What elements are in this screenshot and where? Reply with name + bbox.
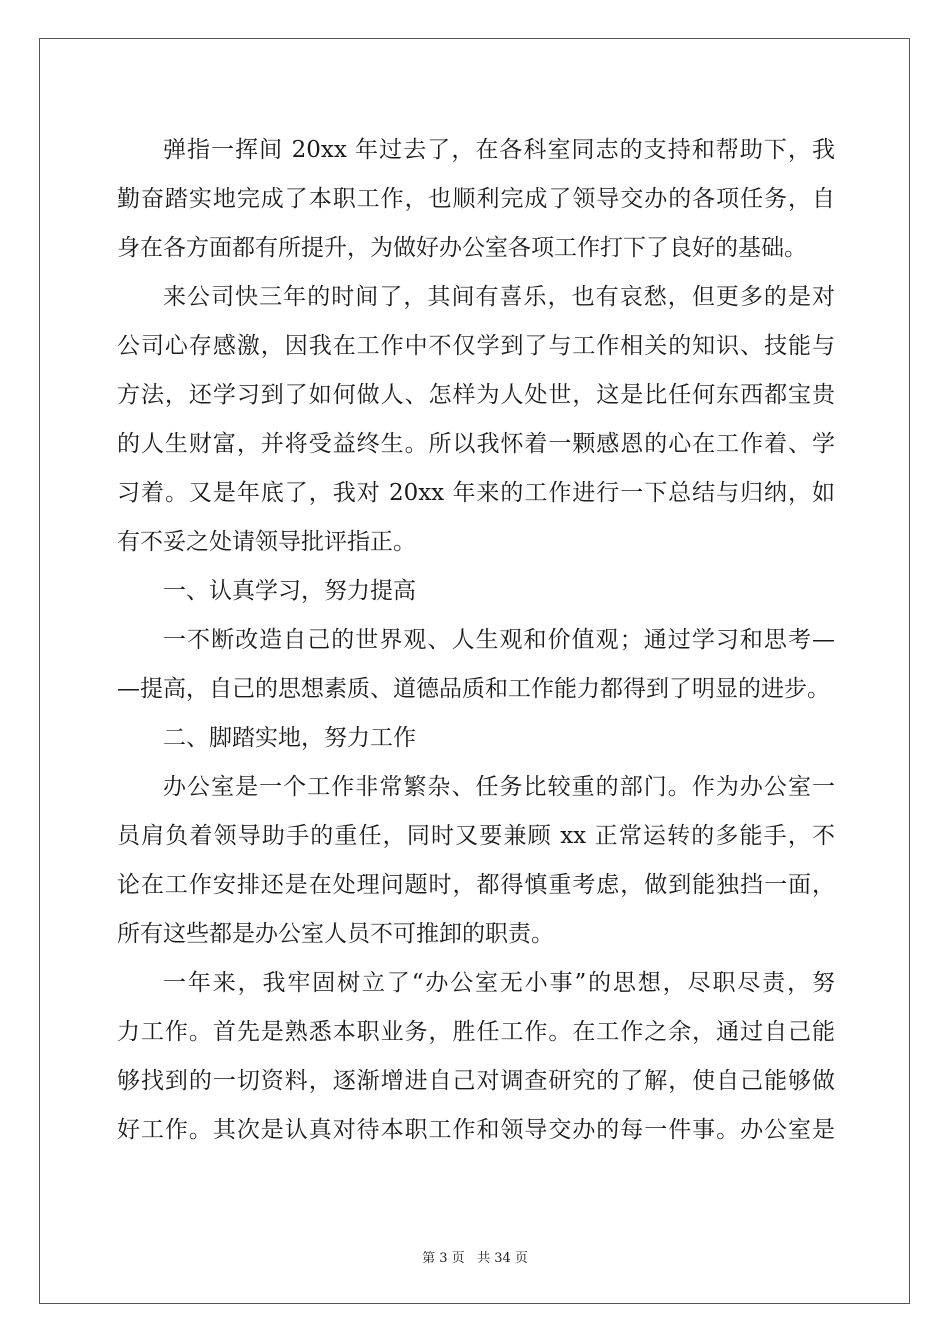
text-line: 方法，还学习到了如何做人、怎样为人处世，这是比任何东西都宝贵 bbox=[117, 382, 835, 408]
text-line: 有不妥之处请领导批评指正。 bbox=[117, 529, 416, 555]
text-line: —提高，自己的思想素质、道德品质和工作能力都得到了明显的进步。 bbox=[117, 676, 830, 702]
text-line: 一年来，我牢固树立了“办公室无小事”的思想，尽职尽责，努 bbox=[163, 970, 835, 996]
text-line: 来公司快三年的时间了，其间有喜乐，也有哀愁，但更多的是对 bbox=[163, 284, 835, 310]
text-line: 办公室是一个工作非常繁杂、任务比较重的部门。作为办公室一 bbox=[163, 774, 835, 800]
text-line: 弹指一挥间 20xx 年过去了，在各科室同志的支持和帮助下，我 bbox=[163, 137, 835, 163]
text-line: 一、认真学习，努力提高 bbox=[163, 578, 416, 604]
page-number: 第 3 页 bbox=[422, 1251, 465, 1266]
text-line: 员肩负着领导助手的重任，同时又要兼顾 xx 正常运转的多能手，不 bbox=[117, 823, 835, 849]
text-line: 二、脚踏实地，努力工作 bbox=[163, 725, 416, 751]
text-line: 好工作。其次是认真对待本职工作和领导交办的每一件事。办公室是 bbox=[117, 1117, 835, 1143]
text-line: 身在各方面都有所提升，为做好办公室各项工作打下了良好的基础。 bbox=[117, 235, 807, 261]
document-body bbox=[117, 126, 835, 1155]
page-total: 共 34 页 bbox=[477, 1251, 528, 1266]
text-line: 勤奋踏实地完成了本职工作，也顺利完成了领导交办的各项任务，自 bbox=[117, 186, 835, 212]
text-line: 公司心存感激，因我在工作中不仅学到了与工作相关的知识、技能与 bbox=[117, 333, 835, 359]
text-line: 够找到的一切资料，逐渐增进自己对调查研究的了解，使自己能够做 bbox=[117, 1068, 835, 1094]
text-line: 习着。又是年底了，我对 20xx 年来的工作进行一下总结与归纳，如 bbox=[117, 480, 835, 506]
text-line: 所有这些都是办公室人员不可推卸的职责。 bbox=[117, 921, 554, 947]
text-line: 论在工作安排还是在处理问题时，都得慎重考虑，做到能独挡一面， bbox=[117, 872, 835, 898]
text-line: 的人生财富，并将受益终生。所以我怀着一颗感恩的心在工作着、学 bbox=[117, 431, 835, 457]
text-line: 一不断改造自己的世界观、人生观和价值观；通过学习和思考— bbox=[163, 627, 835, 653]
page-footer bbox=[0, 1247, 950, 1266]
text-line: 力工作。首先是熟悉本职业务，胜任工作。在工作之余，通过自己能 bbox=[117, 1019, 835, 1045]
